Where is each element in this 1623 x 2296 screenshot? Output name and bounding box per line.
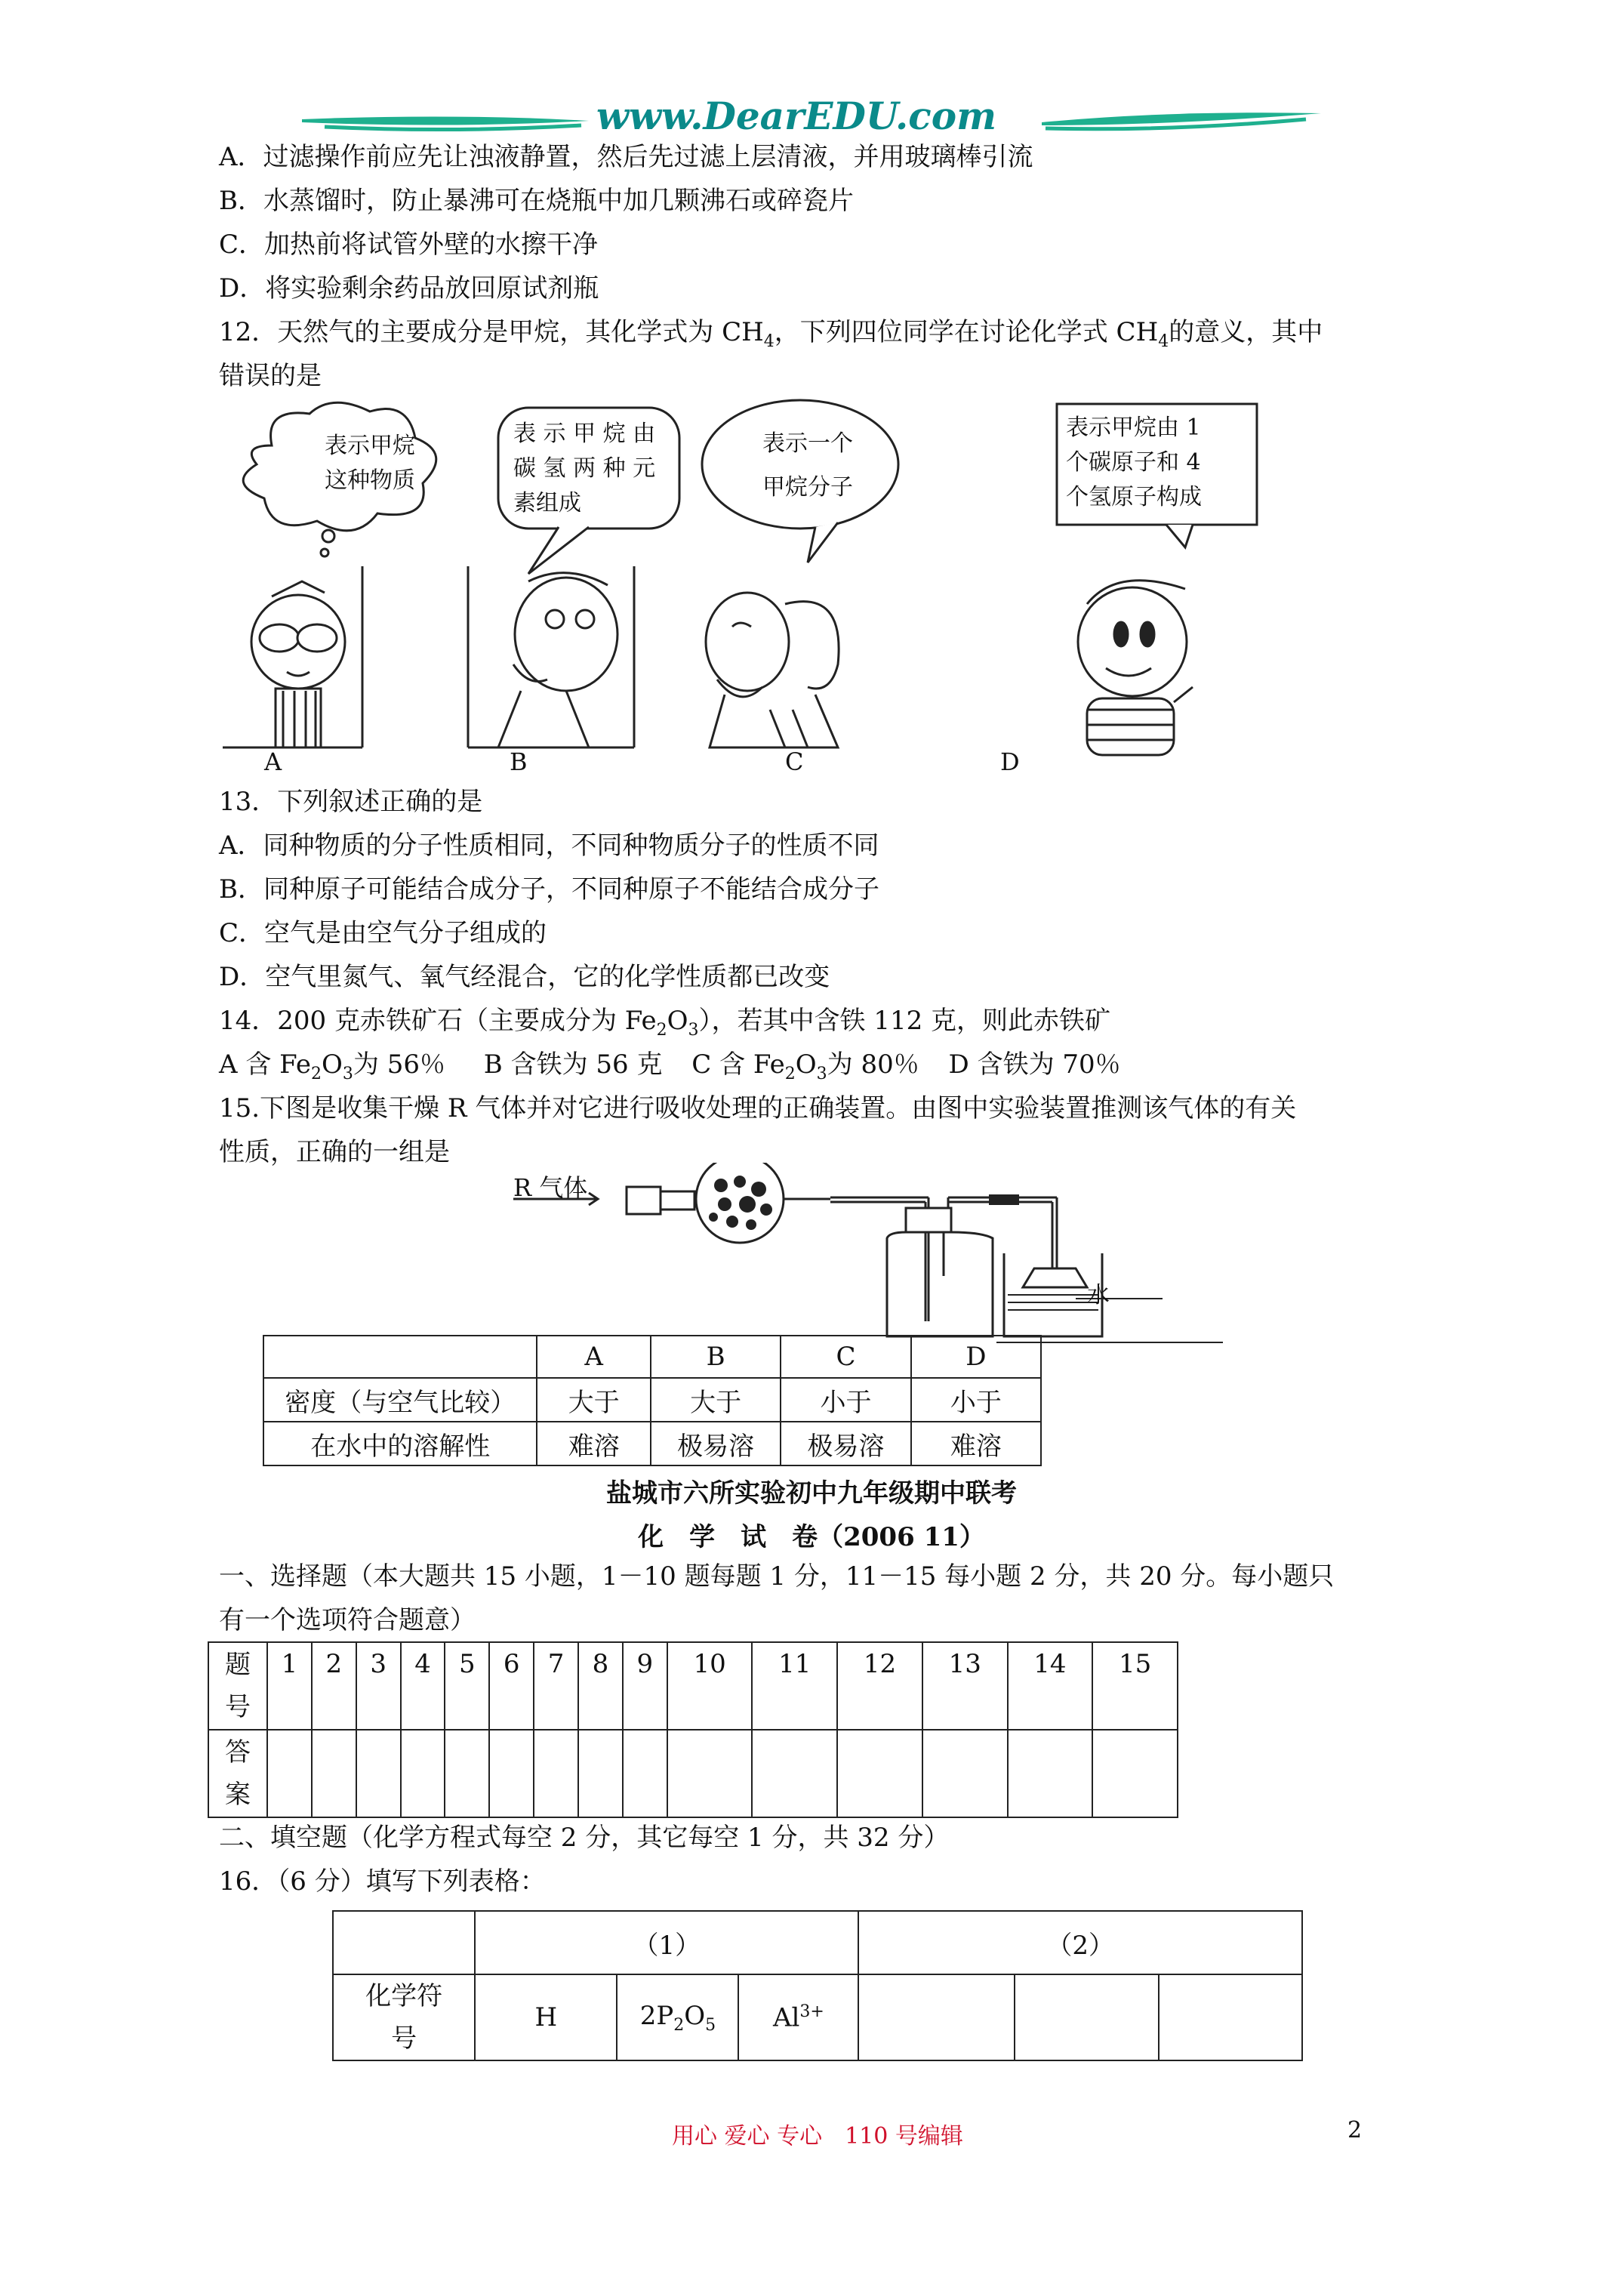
page-number: 2 (1347, 2117, 1363, 2143)
table-cell: 极易溶 (651, 1422, 781, 1465)
question-number: 12 (837, 1642, 922, 1730)
answer-cell[interactable] (445, 1730, 489, 1817)
q16-corner-cell (333, 1911, 475, 1974)
answer-cell[interactable] (623, 1730, 667, 1817)
question-number: 14 (1008, 1642, 1093, 1730)
answer-grid-row-label: 题 号 (208, 1642, 267, 1730)
section1-heading-line2: 有一个选项符合题意） (219, 1605, 476, 1635)
table-cell: 大于 (537, 1378, 651, 1422)
question-number: 5 (445, 1642, 489, 1730)
q16-stem: 16．（6 分）填写下列表格： (219, 1866, 546, 1897)
cartoon-student-d (1078, 581, 1193, 755)
q13-option-b: B．同种原子可能结合成分子，不同种原子不能结合成分子 (219, 874, 879, 905)
answer-cell[interactable] (667, 1730, 753, 1817)
q16-blank-cell[interactable] (858, 1974, 1015, 2060)
q16-symbol-h: H (475, 1974, 617, 2060)
question-number: 2 (312, 1642, 356, 1730)
q16-symbol-al: $Al^{3+}$ (738, 1974, 858, 2060)
choice-label-b: B (510, 747, 528, 776)
gas-label: R 气体 (513, 1173, 588, 1202)
table-header-cell: B (651, 1336, 781, 1378)
question-number: 7 (534, 1642, 578, 1730)
table-cell: 大于 (651, 1378, 781, 1422)
question-number: 1 (267, 1642, 312, 1730)
table-header-cell (263, 1336, 537, 1378)
answer-cell[interactable] (1008, 1730, 1093, 1817)
table-cell: 密度（与空气比较） (263, 1378, 537, 1422)
table-cell: 难溶 (537, 1422, 651, 1465)
q13-option-d: D．空气里氮气、氧气经混合，它的化学性质都已改变 (219, 962, 830, 992)
answer-cell[interactable] (356, 1730, 401, 1817)
exam-title: 化 学 试 卷（2006 11） (638, 1522, 985, 1552)
table-header-cell: C (781, 1336, 910, 1378)
footer-editor-note: 用心 爱心 专心 110 号编辑 (672, 2123, 963, 2150)
q14-stem: 14．200 克赤铁矿石（主要成分为 $Fe_2O_3$），若其中含铁 112 克，则此赤铁矿 (219, 1006, 1111, 1040)
water-label: 水 (1087, 1282, 1110, 1308)
bubble-a-text: 表示甲烷 这种物质 (325, 433, 415, 494)
bubble-d-text: 表示甲烷由 1 个碳原子和 4 个氢原子构成 (1066, 415, 1202, 510)
q13-option-c: C．空气是由空气分子组成的 (219, 918, 547, 948)
cartoon-student-c (706, 593, 839, 747)
answer-cell[interactable] (267, 1730, 312, 1817)
q16-symbol-p2o5: $2P_2O_5$ (617, 1974, 738, 2060)
answer-grid (208, 1641, 1178, 1818)
answer-cell[interactable] (922, 1730, 1008, 1817)
q14-options: A 含 $Fe_2O_3$为 56％ B 含铁为 56 克 C 含 $Fe_2O_3$为 80％ D 含铁为 70％ (219, 1049, 1121, 1083)
q11-option-d: D．将实验剩余药品放回原试剂瓶 (219, 273, 599, 304)
question-number: 4 (401, 1642, 445, 1730)
answer-cell[interactable] (752, 1730, 837, 1817)
question-number: 11 (752, 1642, 837, 1730)
q16-group-1: （1） (475, 1911, 858, 1974)
table-header-cell: A (537, 1336, 651, 1378)
question-number: 8 (578, 1642, 623, 1730)
section1-heading: 一、选择题（本大题共 15 小题，1－10 题每题 1 分，11－15 每小题 2 分，共 20 分。每小题只 (219, 1561, 1335, 1592)
q16-table (332, 1910, 1303, 2061)
question-number: 13 (922, 1642, 1008, 1730)
section2-heading: 二、填空题（化学方程式每空 2 分，其它每空 1 分，共 32 分） (219, 1823, 950, 1853)
q12-stem-line2: 错误的是 (219, 361, 322, 391)
table-cell: 极易溶 (781, 1422, 910, 1465)
table-cell: 难溶 (911, 1422, 1041, 1465)
choice-label-a: A (264, 747, 282, 776)
header-watermark: www.DearEDU.com (596, 94, 997, 138)
answer-cell[interactable] (1092, 1730, 1178, 1817)
question-number: 10 (667, 1642, 753, 1730)
answer-cell[interactable] (312, 1730, 356, 1817)
q11-option-c: C．加热前将试管外壁的水擦干净 (219, 230, 599, 260)
question-number: 15 (1092, 1642, 1178, 1730)
choice-label-c: C (785, 747, 804, 776)
question-number: 6 (489, 1642, 534, 1730)
question-number: 9 (623, 1642, 667, 1730)
q15-property-table (263, 1335, 1042, 1466)
q11-option-b: B．水蒸馏时，防止暴沸可在烧瓶中加几颗沸石或碎瓷片 (219, 186, 854, 216)
q15-stem-line2: 性质，正确的一组是 (219, 1137, 450, 1167)
table-header-cell: D (911, 1336, 1041, 1378)
q15-stem: 15.下图是收集干燥 R 气体并对它进行吸收处理的正确装置。由图中实验装置推测该气体的有关 (219, 1093, 1297, 1123)
bubble-c-text: 表示一个 甲烷分子 (762, 430, 853, 501)
q16-blank-cell[interactable] (1159, 1974, 1302, 2060)
q15-apparatus (498, 1163, 1223, 1344)
q16-row-label: 化学符 号 (333, 1974, 475, 2060)
answer-cell[interactable] (578, 1730, 623, 1817)
q16-group-2: （2） (858, 1911, 1302, 1974)
table-cell: 小于 (911, 1378, 1041, 1422)
choice-label-d: D (1000, 747, 1020, 776)
q13-stem: 13．下列叙述正确的是 (219, 787, 483, 817)
answer-cell[interactable] (401, 1730, 445, 1817)
q12-stem: 12．天然气的主要成分是甲烷，其化学式为 $CH_4$，下列四位同学在讨论化学式 $CH_4$的意义，其中 (219, 317, 1323, 351)
bubble-b-text: 表 示 甲 烷 由 碳 氢 两 种 元 素组成 (513, 421, 656, 516)
table-cell: 在水中的溶解性 (263, 1422, 537, 1465)
answer-cell[interactable] (489, 1730, 534, 1817)
answer-grid-row-label: 答 案 (208, 1730, 267, 1817)
q16-blank-cell[interactable] (1015, 1974, 1158, 2060)
table-cell: 小于 (781, 1378, 910, 1422)
answer-cell[interactable] (534, 1730, 578, 1817)
q13-option-a: A．同种物质的分子性质相同，不同种物质分子的性质不同 (219, 831, 879, 861)
cartoon-student-b (468, 566, 634, 747)
question-number: 3 (356, 1642, 401, 1730)
cartoon-student-a (223, 566, 362, 747)
exam-school: 盐城市六所实验初中九年级期中联考 (606, 1478, 1017, 1509)
q11-option-a: A．过滤操作前应先让浊液静置，然后先过滤上层清液，并用玻璃棒引流 (219, 142, 1033, 172)
answer-cell[interactable] (837, 1730, 922, 1817)
